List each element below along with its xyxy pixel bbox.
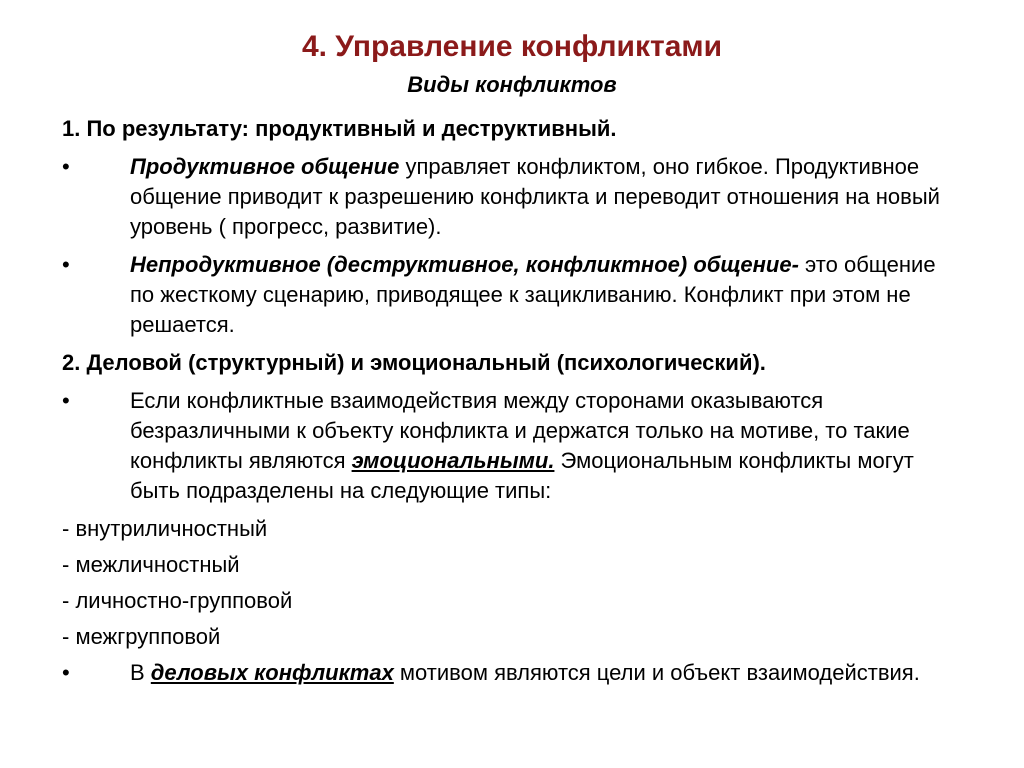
bullet-text: В bbox=[130, 660, 151, 685]
bullet-dot: • bbox=[62, 388, 70, 413]
section2-heading: 2. Деловой (структурный) и эмоциональный (психологический). bbox=[62, 350, 766, 375]
type-item: - личностно-групповой bbox=[62, 588, 293, 613]
slide-subtitle: Виды конфликтов bbox=[407, 72, 617, 97]
slide-title: 4. Управление конфликтами bbox=[301, 30, 723, 63]
section1-bullet-productive bbox=[62, 152, 962, 242]
bullet-text: управляет конфликтом, оно гибкое. Продуктивное общение приводит к разрешению конфликта и переводит отношения на новый уровень ( прогресс, развитие). bbox=[130, 154, 940, 239]
type-item: - межличностный bbox=[62, 552, 240, 577]
bullet-text: это общение по жесткому сценарию, приводящее к зацикливанию. Конфликт при этом не решается. bbox=[130, 252, 936, 337]
bullet-text: Если конфликтные взаимодействия между сторонами оказываются безразличными к объекту конфликта и держатся только на мотиве, то такие конфликты являются bbox=[130, 388, 910, 473]
bullet-dot: • bbox=[62, 252, 70, 277]
section2-bullet-emotional bbox=[62, 386, 962, 506]
term-business: деловых конфликтах bbox=[150, 660, 394, 685]
section2-bullet-business bbox=[62, 658, 962, 688]
bullet-dot: • bbox=[62, 154, 70, 179]
slide-content bbox=[62, 108, 962, 696]
type-item: - межгрупповой bbox=[62, 624, 221, 649]
section1-bullet-unproductive bbox=[62, 250, 962, 340]
term-emotional: эмоциональными. bbox=[351, 448, 555, 473]
bullet-dot: • bbox=[62, 660, 70, 685]
term-unproductive: Непродуктивное (деструктивное, конфликтное) общение- bbox=[130, 252, 799, 277]
section1-heading: 1. По результату: продуктивный и деструктивный. bbox=[62, 116, 617, 141]
bullet-text: мотивом являются цели и объект взаимодействия. bbox=[393, 660, 920, 685]
type-item: - внутриличностный bbox=[62, 516, 268, 541]
term-productive: Продуктивное общение bbox=[130, 154, 400, 179]
bullet-text: Эмоциональным конфликты могут быть подразделены на следующие типы: bbox=[130, 448, 914, 503]
